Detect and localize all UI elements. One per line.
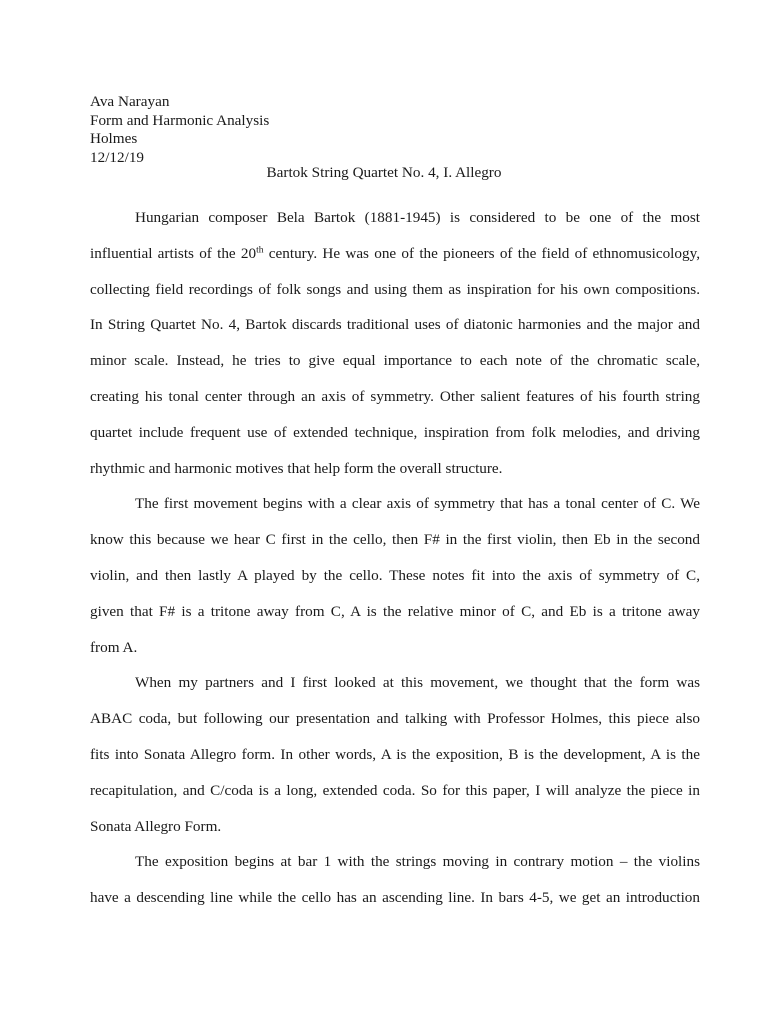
text-line: recapitulation, and C/coda is a long, extended coda. So for this paper, I will analyze the piece in — [90, 781, 700, 799]
text-line: quartet include frequent use of extended technique, inspiration from folk melodies, and driving — [90, 423, 700, 441]
text-line: Sonata Allegro Form. — [90, 817, 222, 835]
document-title: Bartok String Quartet No. 4, I. Allegro — [266, 164, 502, 181]
text-line: collecting field recordings of folk songs and using them as inspiration for his own compositions. — [90, 280, 700, 298]
text-line: fits into Sonata Allegro form. In other words, A is the exposition, B is the development, A is the — [90, 745, 700, 763]
text-line: from A. — [90, 638, 138, 656]
text-line: creating his tonal center through an axis of symmetry. Other salient features of his fourth string — [90, 387, 700, 405]
text-line: violin, and then lastly A played by the cello. These notes fit into the axis of symmetry of C, — [90, 566, 700, 584]
text-line: ABAC coda, but following our presentation and talking with Professor Holmes, this piece also — [90, 710, 700, 728]
text-line: given that F# is a tritone away from C, A is the relative minor of C, and Eb is a tritone away — [90, 602, 700, 620]
text-line: Hungarian composer Bela Bartok (1881-1945) is considered to be one of the most — [135, 209, 700, 226]
author-name: Ava Narayan — [90, 93, 170, 110]
course-name: Form and Harmonic Analysis — [90, 111, 270, 129]
text-line: know this because we hear C first in the cello, then F# in the first violin, then Eb in the second — [90, 531, 700, 549]
document-body — [90, 200, 700, 916]
superscript: th — [256, 245, 264, 256]
paragraph-4 — [90, 844, 700, 916]
instructor-name: Holmes — [90, 130, 138, 148]
text-line: have a descending line while the cello has an ascending line. In bars 4-5, we get an introduction — [90, 889, 700, 907]
text-segment: influential artists of the 20 — [90, 244, 257, 262]
text-line: In String Quartet No. 4, Bartok discards traditional uses of diatonic harmonies and the major and — [90, 316, 700, 334]
paragraph-2 — [90, 486, 700, 665]
text-line: The first movement begins with a clear axis of symmetry that has a tonal center of C. We — [135, 495, 700, 513]
text-line: minor scale. Instead, he tries to give equal importance to each note of the chromatic scale, — [90, 352, 700, 370]
paragraph-1 — [90, 200, 700, 486]
text-line: The exposition begins at bar 1 with the strings moving in contrary motion – the violins — [135, 853, 700, 871]
text-line: rhythmic and harmonic motives that help form the overall structure. — [90, 459, 503, 477]
text-segment: century. He was one of the pioneers of the field of ethnomusicology, — [263, 244, 700, 262]
paragraph-3 — [90, 665, 700, 844]
header-block — [90, 93, 269, 167]
text-line — [90, 236, 700, 272]
text-line: When my partners and I first looked at this movement, we thought that the form was — [135, 674, 700, 692]
date: 12/12/19 — [90, 148, 145, 166]
